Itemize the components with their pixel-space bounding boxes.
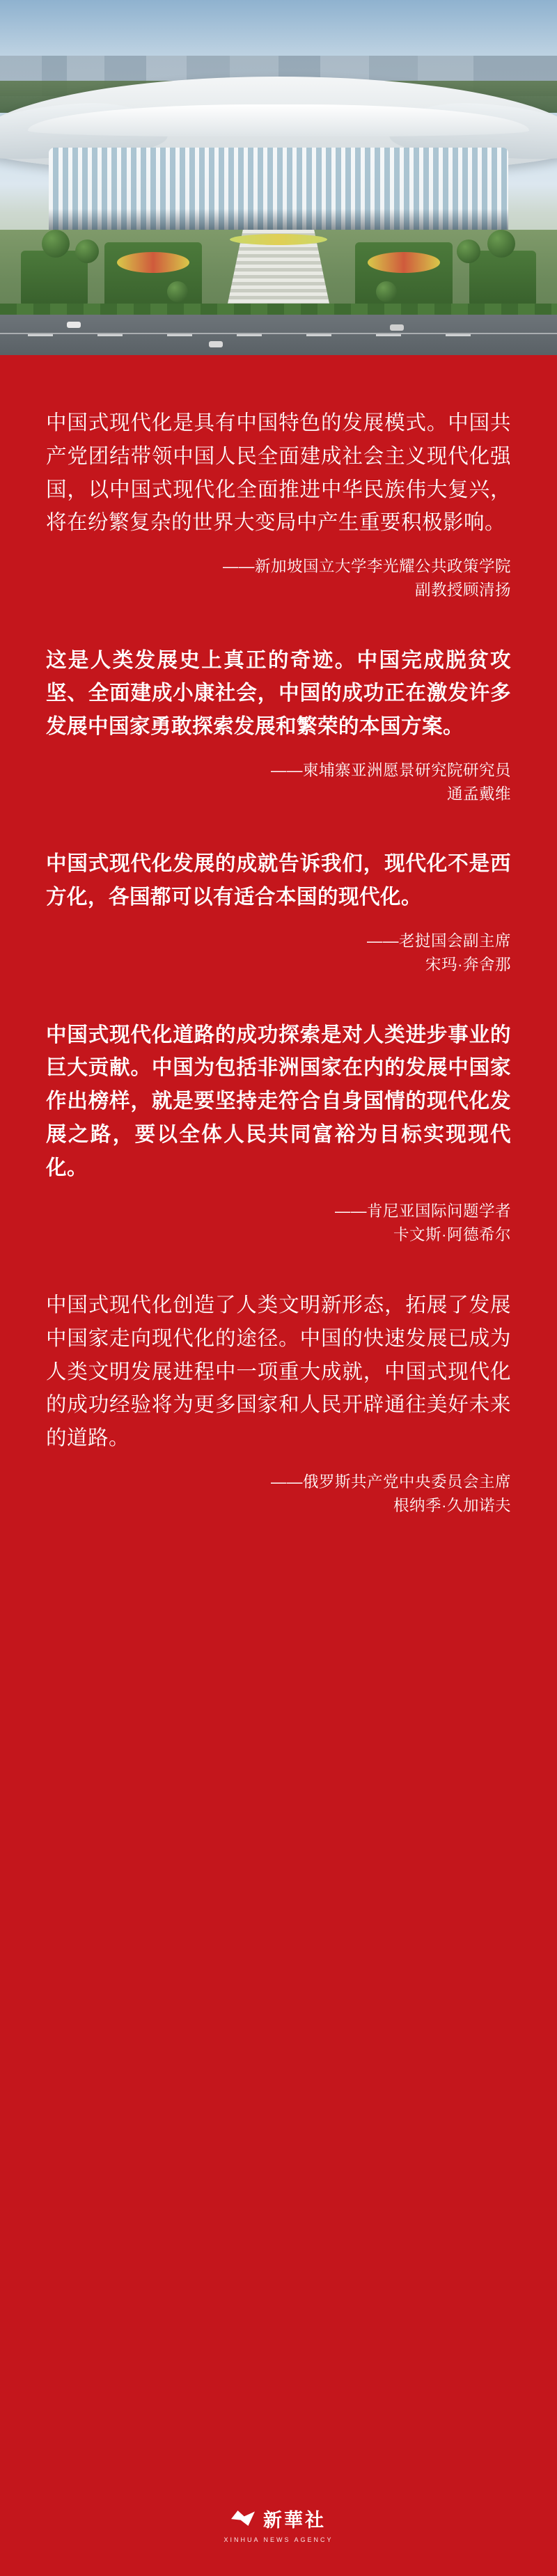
road-dash [376, 334, 401, 336]
quote-block [46, 407, 511, 602]
quotes-section [0, 355, 557, 1517]
attribution-line-1: ——肯尼亚国际问题学者 [334, 1202, 511, 1220]
attribution-line-1: ——柬埔寨亚洲愿景研究院研究员 [270, 761, 511, 779]
flower-bed-center [230, 234, 327, 245]
logo-text-en: XINHUA NEWS AGENCY [223, 2536, 334, 2543]
tree [487, 230, 515, 258]
quote-attribution [46, 1200, 511, 1247]
quote-text: 中国式现代化创造了人类文明新形态，拓展了发展中国家走向现代化的途径。中国的快速发展已成为人类文明发展进程中一项重大成就，中国式现代化的成功经验将为更多国家和人民开辟通往美好未来的道路。 [46, 1293, 511, 1450]
car [209, 341, 223, 347]
quote-block [46, 1019, 511, 1247]
flower-bed-left [117, 252, 189, 273]
quote-text: 中国式现代化发展的成就告诉我们，现代化不是西方化，各国都可以有适合本国的现代化。 [46, 852, 511, 909]
flower-bed-right [368, 252, 440, 273]
attribution-line-2: 通孟戴维 [446, 785, 511, 803]
tree [42, 230, 70, 258]
xinhua-torch-icon [231, 2506, 255, 2530]
road-dash [167, 334, 192, 336]
tree [376, 281, 397, 302]
planter-far-right [469, 251, 536, 306]
footer-logo [0, 2472, 557, 2576]
attribution-line-1: ——老挝国会副主席 [366, 932, 511, 950]
road [0, 315, 557, 355]
quote-text: 中国式现代化是具有中国特色的发展模式。中国共产党团结带领中国人民全面建成社会主义现代化强国，以中国式现代化全面推进中华民族伟大复兴，将在纷繁复杂的世界大变局中产生重要积极影响。 [46, 411, 511, 535]
tree [75, 239, 99, 263]
road-dash [237, 334, 262, 336]
quote-text: 中国式现代化道路的成功探索是对人类进步事业的巨大贡献。中国为包括非洲国家在内的发展中国家作出榜样，就是要坚持走符合自身国情的现代化发展之路，要以全体人民共同富裕为目标实现现代化。 [46, 1023, 511, 1179]
attribution-line-2: 宋玛·奔舍那 [425, 955, 511, 973]
quote-attribution [46, 929, 511, 977]
road-lane-line [0, 333, 557, 334]
logo-row [231, 2505, 326, 2532]
car [390, 324, 404, 331]
facade-shadow [49, 209, 508, 233]
logo-text-cn: 新華社 [263, 2509, 326, 2531]
tree [167, 281, 188, 302]
attribution-line-2: 根纳季·久加诺夫 [393, 1496, 511, 1514]
attribution-line-1: ——俄罗斯共产党中央委员会主席 [270, 1472, 511, 1491]
quote-text: 这是人类发展史上真正的奇迹。中国完成脱贫攻坚、全面建成小康社会，中国的成功正在激发许多发展中国家勇敢探索发展和繁荣的本国方案。 [46, 648, 511, 739]
quote-block [46, 644, 511, 806]
road-dash [97, 334, 123, 336]
attribution-line-1: ——新加坡国立大学李光耀公共政策学院 [222, 558, 511, 576]
quote-attribution [46, 759, 511, 806]
quote-block [46, 847, 511, 976]
quote-attribution [46, 555, 511, 602]
hero-image [0, 0, 557, 355]
attribution-line-2: 副教授顾清扬 [414, 581, 511, 599]
quote-attribution [46, 1470, 511, 1518]
road-dash [446, 334, 471, 336]
car [67, 322, 81, 328]
quote-block [46, 1289, 511, 1517]
road-dash [28, 334, 53, 336]
road-dash [306, 334, 331, 336]
attribution-line-2: 卡文斯·阿德希尔 [393, 1226, 511, 1244]
tree [457, 239, 480, 263]
